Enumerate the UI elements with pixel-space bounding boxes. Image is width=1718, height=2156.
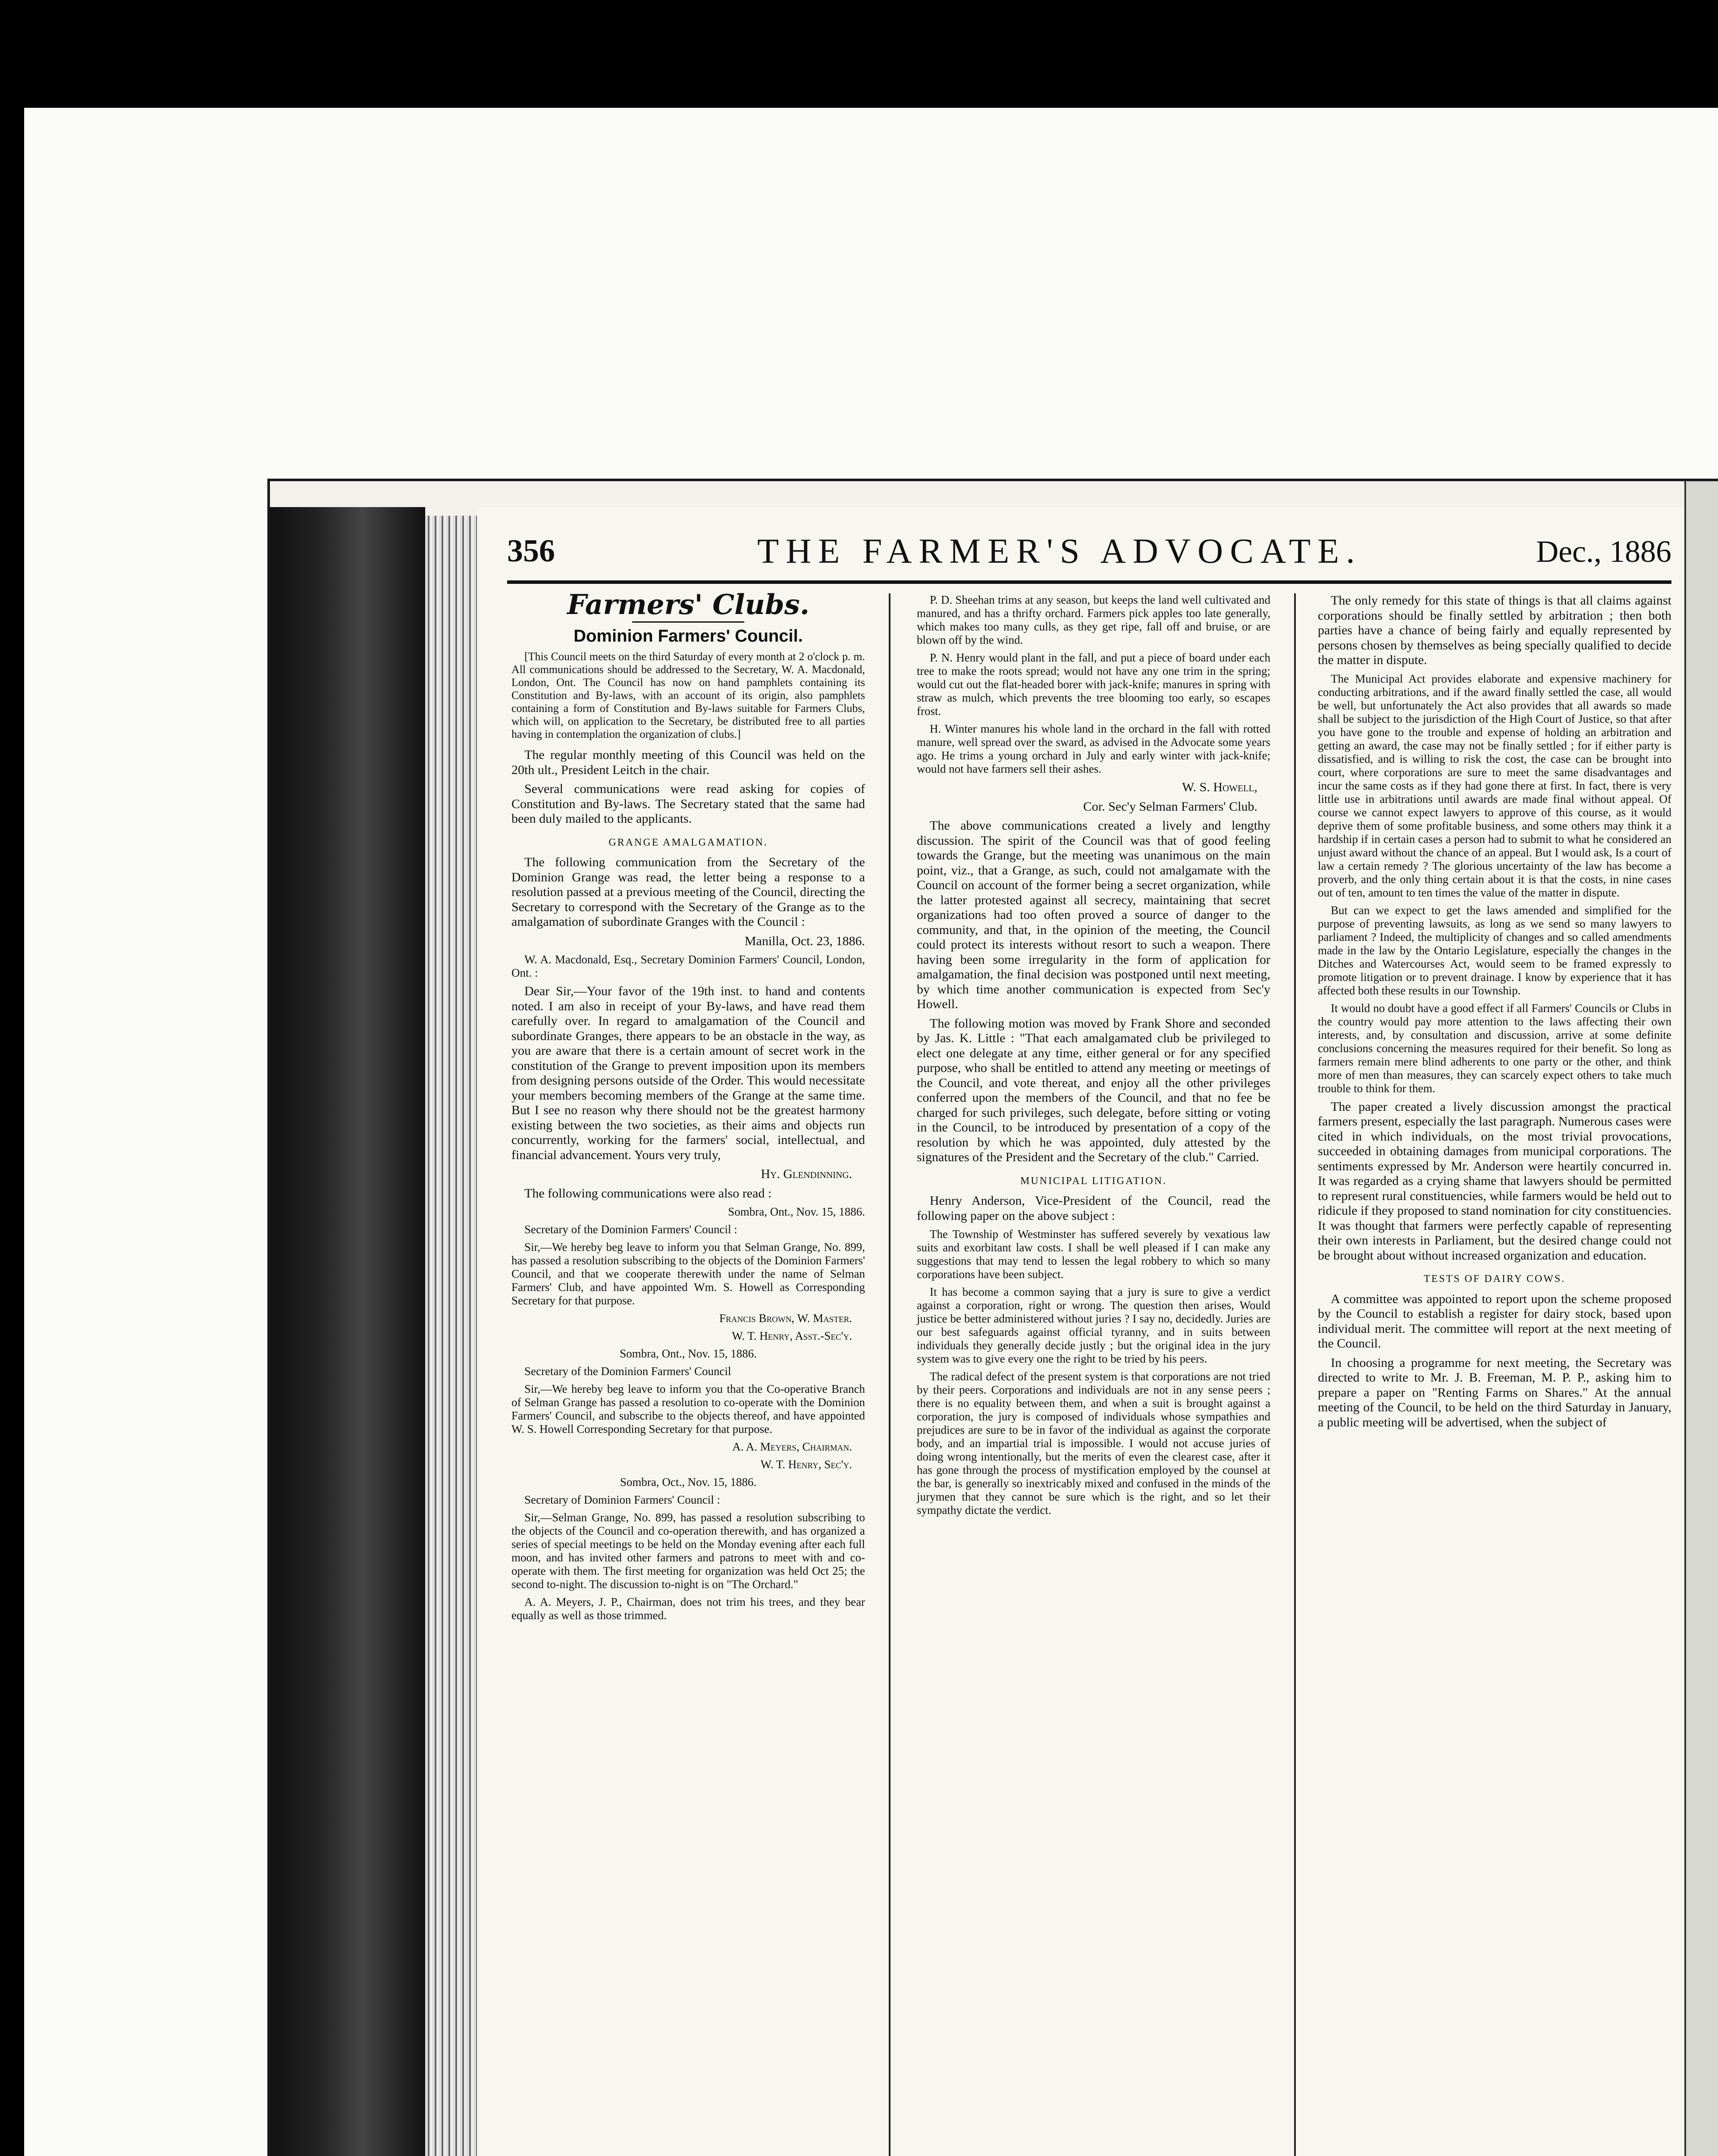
dateline: Sombra, Oct., Nov. 15, 1886. — [620, 1476, 757, 1489]
signature: W. T. Henry, Sec'y. — [760, 1458, 852, 1471]
paragraph: A committee was appointed to report upon the scheme proposed by the Council to establish a register for dairy stock, based upon individual merit. The committee will report at the next meeting of the Council. — [1318, 1291, 1671, 1351]
paragraph: The following motion was moved by Frank Shore and seconded by Jas. K. Little : "That each amalgamated club be privileged to elect one delegate at any time, either general or for any specified purpose, who shall be entitled to attend any meeting or meetings of the Council, and vote thereat, and enjoy all the other privileges conferred upon the members of the Council, and that no fee be charged for such privileges, such delegate, before sitting or voting in the Council, to be introduced by presentation of a copy of the resolution by which he was appointed, duly attested by the signatures of the President and the Secretary of the club." Carried. — [917, 1016, 1270, 1164]
newspaper-page — [477, 507, 1718, 2156]
column-rule — [889, 593, 890, 2156]
paragraph: The regular monthly meeting of this Council was held on the 20th ult., President Leitch in the chair. — [511, 748, 865, 777]
next-page-edge — [1684, 481, 1718, 2156]
subheading: GRANGE AMALGAMATION. — [608, 837, 768, 848]
department-title: Farmers' Clubs. — [567, 589, 810, 621]
column-3 — [1318, 593, 1671, 1434]
letter: Sir,—Selman Grange, No. 899, has passed a resolution subscribing to the objects of the Council and co-operation therewith, and has organized a series of special meetings to be held on the Monday evening after each full moon, and has invited other farmers and patrons to meet with and co-operate with them. The first meeting for organization was held Oct 25; the second to-night. The discussion to-night is on "The Orchard." — [511, 1511, 865, 1591]
paragraph: P. D. Sheehan trims at any season, but keeps the land well cultivated and manured, and has a thrifty orchard. Farmers pick apples too late generally, which makes too many culls, as they get ripe, fall off and bruise, or are blown off by the wind. — [917, 593, 1270, 646]
address: Secretary of the Dominion Farmers' Council — [524, 1365, 731, 1378]
book-spine — [270, 507, 425, 2156]
paragraph: Henry Anderson, Vice-President of the Council, read the following paper on the above subject : — [917, 1194, 1270, 1223]
page-header — [507, 529, 1671, 576]
paragraph: But can we expect to get the laws amended and simplified for the purpose of preventing lawsuits, as long as we send so many lawyers to parliament ? Indeed, the multiplicity of changes and so called amendments made in the law by the Ontario Legislature, especially the changes in the Ditches and Watercourses Act, would seem to be framed expressly to promote litigation or to prevent drainage. I know by experience that it has affected both these results in our Township. — [1318, 903, 1671, 997]
page-number: 356 — [507, 533, 555, 569]
column-1 — [511, 589, 865, 1626]
article-heading: Dominion Farmers' Council. — [574, 626, 803, 646]
paragraph: The Township of Westminster has suffered severely by vexatious law suits and exorbitant law costs. I shall be well pleased if I can make any suggestions that may tend to lessen the legal robbery to which so many corporations have been subject. — [917, 1228, 1270, 1281]
paragraph: The following communication from the Secretary of the Dominion Grange was read, the letter being a response to a resolution passed at a previous meeting of the Council, directing the Secretary to correspond with the Secretary of the Grange as to the amalgamation of subordinate Granges with the Council : — [511, 855, 865, 929]
paragraph: H. Winter manures his whole land in the orchard in the fall with rotted manure, well spread over the sward, as advised in the Advocate some years ago. He trims a young orchard in July and early winter with jack-knife; would not have farmers sell their ashes. — [917, 722, 1270, 775]
masthead: THE FARMER'S ADVOCATE. — [757, 531, 1362, 570]
paragraph: The radical defect of the present system is that corporations are not tried by their peers. Corporations and individuals are not in any sense peers ; there is no equality between them, and when a suit is brought against a corporation, the jury is composed of individuals whose sympathies and prejudices are sure to be in favor of the individual as against the corporate body, and an impartial trial is impossible. I would not accuse juries of doing wrong intentionally, but the merits of even the clearest case, after it has gone through the process of mystification employed by the counsel at the bar, is generally so inextricably mixed and confused in the minds of the jurymen that they cannot be sure which is the right, and so let their sympathy dictate the verdict. — [917, 1370, 1270, 1517]
page-edges — [425, 516, 477, 2156]
signature: Hy. Glendinning. — [761, 1167, 852, 1181]
paragraph: Several communications were read asking for copies of Constitution and By-laws. The Secretary stated that the same had been duly mailed to the applicants. — [511, 782, 865, 826]
paragraph: P. N. Henry would plant in the fall, and put a piece of board under each tree to make the roots spread; would not have any one trim in the spring; would cut out the flat-headed borer with jack-knife; manures in spring with straw as mulch, which prevents the tree blooming too early, so escapes frost. — [917, 651, 1270, 718]
dateline: Manilla, Oct. 23, 1886. — [744, 934, 865, 948]
paragraph: It would no doubt have a good effect if all Farmers' Councils or Clubs in the country would pay more attention to the laws affecting their own interests, and, by consultation and discussion, arrive at some definite conclusions concerning the measures required for their benefit. So long as farmers remain mere blind adherents to one party or the other, and think more of men than measures, they can scarcely expect others to take much trouble to think for them. — [1318, 1001, 1671, 1095]
signature: A. A. Meyers, Chairman. — [732, 1440, 852, 1453]
signature: Cor. Sec'y Selman Farmers' Club. — [1083, 799, 1257, 814]
signature: W. T. Henry, Asst.-Sec'y. — [732, 1329, 852, 1342]
signature: W. S. Howell, — [1182, 780, 1257, 794]
paragraph: The above communications created a lively and lengthy discussion. The spirit of the Council was that of good feeling towards the Grange, but the meeting was unanimous on the main point, viz., that a Grange, as such, could not amalgamate with the Council on account of the former being a secret organization, while the latter protested against all secrecy, maintaining that secret organizations had too often proved a source of danger to the community, and that, in the opinion of the meeting, the Council could protect its interests without resort to such a weapon. There having been some irregularity in the form of application for amalgamation, the final decision was postponed until next meeting, by which time another communication is expected from Sec'y Howell. — [917, 818, 1270, 1011]
paragraph: The only remedy for this state of things is that all claims against corporations should be finally settled by arbitration ; then both parties have a chance of being fairly and equally represented by persons chosen by themselves as being specially qualified to decide the matter in dispute. — [1318, 593, 1671, 667]
letter: Dear Sir,—Your favor of the 19th inst. to hand and contents noted. I am also in receipt of your By-laws, and have read them carefully over. In regard to amalgamation of the Council and subordinate Granges, there appears to be an obstacle in the way, as you are aware that there is a certain amount of secret work in the constitution of the Grange to prevent imposition upon its members from designing persons outside of the Order. This would necessitate your members becoming members of the Grange at the same time. But I see no reason why there should not be the greatest harmony existing between the two societies, as their aims and objects run concurrently, working for the farmers' social, intellectual, and financial advancement. Yours very truly, — [511, 984, 865, 1162]
book-spread — [267, 479, 1718, 2156]
subheading: MUNICIPAL LITIGATION. — [1020, 1175, 1167, 1187]
paragraph: In choosing a programme for next meeting, the Secretary was directed to write to Mr. J. B. Freeman, M. P. P., asking him to prepare a paper on "Renting Farms on Shares." At the annual meeting of the Council, to be held on the third Saturday in January, a public meeting will be advertised, when the subject of — [1318, 1355, 1671, 1429]
address: Secretary of the Dominion Farmers' Council : — [524, 1223, 737, 1236]
letter: Sir,—We hereby beg leave to inform you that Selman Grange, No. 899, has passed a resolution subscribing to the objects of the Dominion Farmers' Council, and that we cooperate therewith under the name of Selman Farmers' Club, and have appointed Wm. S. Howell as Corresponding Secretary for that purpose. — [511, 1241, 865, 1307]
council-notice: [This Council meets on the third Saturday of every month at 2 o'clock p. m. All communications should be addressed to the Secretary, W. A. Macdonald, London, Ont. The Council has now on hand pamphlets containing its Constitution and By-laws, with an account of its origin, also pamphlets containing a form of Constitution and By-laws suitable for Farmers Clubs, which will, on application to the Secretary, be distributed free to all parties having in contemplation the organization of clubs.] — [511, 650, 865, 740]
signature: Francis Brown, W. Master. — [719, 1312, 852, 1325]
issue-date: Dec., 1886 — [1536, 534, 1671, 569]
address: Secretary of Dominion Farmers' Council : — [524, 1493, 721, 1506]
column-rule — [1294, 593, 1296, 2156]
header-rule — [507, 580, 1671, 584]
paragraph: The paper created a lively discussion amongst the practical farmers present, especially the last paragraph. Numerous cases were cited in which individuals, on the most trivial provocations, succeeded in obtaining damages from municipal corporations. The sentiments expressed by Mr. Anderson were heartily concurred in. It was regarded as a crying shame that lawyers should be permitted to represent rural constituencies, while farmers would be held out to ridicule if they proposed to stand nomination for city constituencies. It was thought that farmers were perfectly capable of representing their own interests in Parliament, but the desired change could not be brought about without increased organization and education. — [1318, 1099, 1671, 1263]
subheading: TESTS OF DAIRY COWS. — [1423, 1273, 1566, 1285]
letter: Sir,—We hereby beg leave to inform you that the Co-operative Branch of Selman Grange has passed a resolution to co-operate with the Dominion Farmers' Council, and subscribe to the objects thereof, and have appointed W. S. Howell Corresponding Secretary for that purpose. — [511, 1382, 865, 1435]
divider — [632, 621, 744, 623]
address: W. A. Macdonald, Esq., Secretary Dominion Farmers' Council, London, Ont. : — [511, 953, 865, 979]
dateline: Sombra, Ont., Nov. 15, 1886. — [728, 1205, 865, 1218]
paragraph: The following communications were also read : — [524, 1186, 772, 1200]
paragraph: It has become a common saying that a jury is sure to give a verdict against a corporation, right or wrong. The question then arises, Would justice be better administered without juries ? I say no, decidedly. Juries are our best safeguards against official tyranny, and in suits between individuals they generally decide justly ; but the original idea in the jury system was to give every one the right to be tried by his peers. — [917, 1285, 1270, 1365]
dateline: Sombra, Ont., Nov. 15, 1886. — [620, 1347, 757, 1360]
paragraph: The Municipal Act provides elaborate and expensive machinery for conducting arbitrations, and if the award finally settled the case, all would be well, but unfortunately the Act also provides that all awards so made shall be subject to the jurisdiction of the High Court of Justice, so that after you have gone to the trouble and expense of holding an arbitration and getting an award, the case may not be finally settled ; for if either party is dissatisfied, and is willing to risk the cost, the case can be brought into court, where corporations are sure to meet the same disadvantages and incur the same costs as if they had gone there at first. In fact, there is very little use in arbitrations until awards are made final without appeal. Of course we cannot expect lawyers to approve of this course, as it would deprive them of some profitable business, and some others may think it a hardship if in certain cases a person had to submit to what he considered an unjust award without the chance of an appeal. But I would ask, Is a court of law a certain remedy ? The glorious uncertainty of the law has become a proverb, and the only thing certain about it is that the costs, in nine cases out of ten, amount to ten times the value of the matter in dispute. — [1318, 672, 1671, 899]
letter: A. A. Meyers, J. P., Chairman, does not trim his trees, and they bear equally as well as those trimmed. — [511, 1595, 865, 1622]
column-2 — [917, 593, 1270, 1521]
